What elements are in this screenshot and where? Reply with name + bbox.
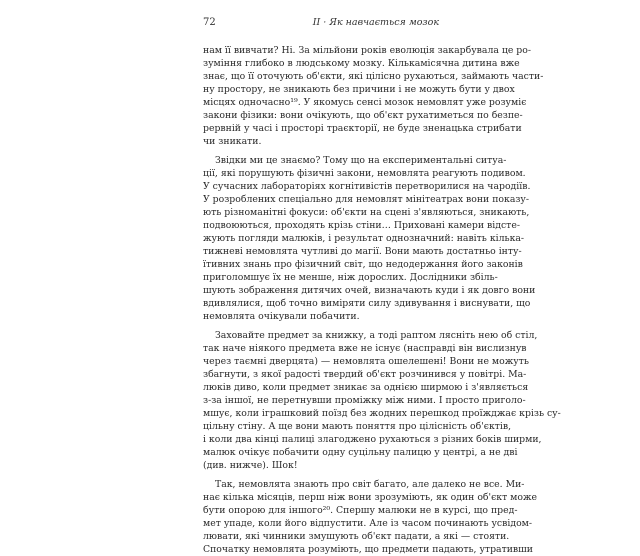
- paragraph: [203, 329, 561, 472]
- text-line: так наче ніякого предмета вже не існує (насправді він вислизнув: [203, 343, 527, 354]
- text-line: знає, що її оточують об'єкти, які цілісно рухаються, займають части-: [203, 71, 544, 82]
- running-head: II · Як навчається мозок: [312, 17, 439, 28]
- text-line: тижневі немовлята чутливі до магії. Вони мають достатньо інту-: [203, 246, 522, 257]
- text-line: збагнути, з якої радості твердий об'єкт розчинився у повітрі. Ма-: [203, 369, 527, 380]
- text-line: місцях одночасно¹⁹. У якомусь сенсі мозок немовлят уже розуміє: [203, 97, 527, 108]
- text-line: Заховайте предмет за книжку, а тоді раптом лясніть нею об стіл,: [215, 330, 538, 341]
- text-line: цільну стіну. А ще вони мають поняття про цілісність об'єктів,: [203, 421, 512, 432]
- text-line: мет упаде, коли його відпустити. Але із часом починають усвідом-: [203, 518, 533, 529]
- text-line: шують зображення дитячих очей, визначають куди і як довго вони: [203, 285, 536, 296]
- text-line: подвоюються, проходять крізь стіни… Приховані камери відсте-: [203, 220, 520, 231]
- text-line: і коли два кінці палиці злагоджено рухаються з різних боків ширми,: [203, 434, 542, 445]
- text-line: ну простору, не зникають без причини і не можуть бути у двох: [203, 84, 515, 95]
- text-line: ції, які порушують фізичні закони, немовлята реагують подивом.: [203, 168, 526, 179]
- text-line: ють різноманітні фокуси: об'єкти на сцені з'являються, зникають,: [203, 207, 530, 218]
- text-line: через таємні дверцята) — немовлята ошелешені! Вони не можуть: [203, 356, 529, 367]
- paragraph: [203, 44, 544, 148]
- text-line: Так, немовлята знають про світ багато, але далеко не все. Ми-: [215, 479, 525, 490]
- body-text: [203, 44, 561, 556]
- text-line: люків диво, коли предмет зникає за однією ширмою і з'являється: [203, 382, 529, 393]
- text-line: (див. нижче). Шок!: [203, 460, 298, 471]
- text-line: Спочатку немовлята розуміють, що предмети падають, утративши: [203, 544, 533, 555]
- page-header: [203, 17, 439, 33]
- text-line: малюк очікує побачити одну суцільну палицю у центрі, а не дві: [203, 447, 518, 458]
- text-line: мшує, коли іграшковий поїзд без жодних перешкод проїжджає крізь су-: [203, 408, 561, 419]
- text-line: приголомшує їх не менше, ніж дорослих. Дослідники збіль-: [203, 272, 498, 283]
- text-line: зуміння глибоко в людському мозку. Кількамісячна дитина вже: [203, 58, 520, 69]
- text-line: немовлята очікували побачити.: [203, 311, 360, 322]
- paragraph: [203, 478, 538, 556]
- paragraph: [203, 154, 536, 323]
- text-line: рервній у часі і просторі траєкторії, не буде зненацька стрибати: [203, 123, 522, 134]
- text-line: їтивних знань про фізичний світ, що недодержання його законів: [203, 259, 523, 270]
- text-line: У сучасних лабораторіях когнітивістів перетворилися на чародіїв.: [203, 181, 531, 192]
- text-line: закони фізики: вони очікують, що об'єкт рухатиметься по безпе-: [203, 110, 523, 121]
- text-line: вдивлялися, щоб точно виміряти силу здивування і виснувати, що: [203, 298, 531, 309]
- text-line: нає кілька місяців, перш ніж вони зрозуміють, як один об'єкт може: [203, 492, 538, 503]
- text-line: з-за іншої, не перетнувши проміжку між ними. І просто приголо-: [203, 395, 526, 406]
- text-line: нам її вивчати? Ні. За мільйони років еволюція закарбувала це ро-: [203, 45, 531, 56]
- page-number: 72: [203, 17, 216, 28]
- text-line: У розроблених спеціально для немовлят мінітеатрах вони показу-: [203, 194, 530, 205]
- text-line: бути опорою для іншого²⁰. Спершу малюки не в курсі, що пред-: [203, 505, 518, 516]
- text-line: чи зникати.: [203, 136, 262, 147]
- text-line: Звідки ми це знаємо? Тому що на експериментальні ситуа-: [215, 155, 507, 166]
- text-line: жують погляди малюків, і результат однозначний: навіть кілька-: [203, 233, 525, 244]
- text-line: лювати, які чинники змушують об'єкт падати, а які — стояти.: [203, 531, 510, 542]
